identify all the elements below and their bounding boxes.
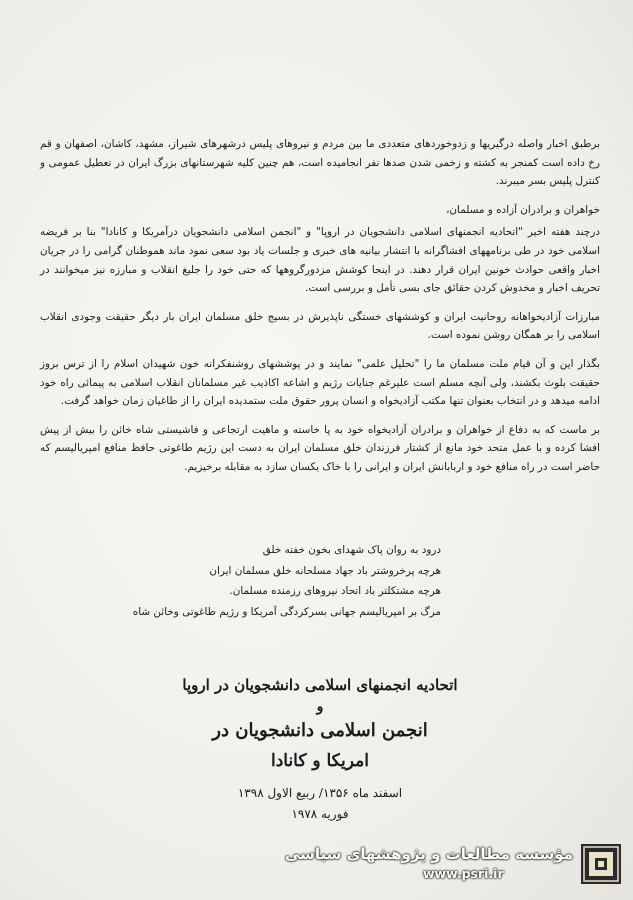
- paragraph-associations: درچند هفته اخیر "اتحادیه انجمنهای اسلامی دانشجویان در اروپا" و "انجمن اسلامی دانشجویان درآمریکا و کانادا" بنا بر فریضه اسلامی خود در طی برنامههای افشاگرانه با انتشار بیانیه های خبری و جلسات یاد بود سعی نمود ماند هموطنان گرامی را در جریان اخبار واقعی حوادث خونین ایران قرار دهند. در اینجا کوشش مزدورگروهها که حتی خود را جلیغ انقلاب و مبارزه نیز میخوانند در تحریف اخبار و مخدوش کردن حقائق جای بسی تأمل و بررسی است.: [40, 226, 600, 295]
- letter-body: [40, 135, 600, 487]
- signatory-conjunction: و: [316, 699, 324, 715]
- paragraph-salutation: خواهران و برادران آزاده و مسلمان،: [446, 203, 600, 216]
- date-persian: اسفند ماه ۱۳۵۶/ ربیع الاول ۱۳۹۸: [237, 786, 403, 800]
- signatory-america-line1: انجمن اسلامی دانشجویان در: [212, 720, 428, 741]
- slogan-line: هرچه مشتکلتر باد اتحاد نیروهای رزمنده مسلمان.: [229, 585, 441, 597]
- slogan-line: هرچه پرخروشتر باد جهاد مسلحانه خلق مسلمان ایران: [209, 564, 441, 577]
- watermark-name: مؤسسه مطالعات و پژوهشهای سیاسی: [284, 845, 573, 863]
- watermark-url: www.psri.ir: [423, 866, 504, 881]
- slogan-line: درود به روان پاک شهدای بخون خفته خلق: [262, 544, 441, 556]
- slogan-line: مرگ بر امپریالیسم جهانی بسرکردگی آمریکا و رژیم طاغوتی وخائن شاه: [132, 605, 441, 618]
- paragraph-analysis: بگذار این و آن قیام ملت مسلمان ما را "تحلیل علمی" نمایند و در پوششهای روشنفکرانه خون شهیدان اسلام را از ترس بروز حقیقت بلوث بکشند، ولی آنچه مسلم است علیرغم جنایات رژیم و اشاعه اکاذیب غیر مسلمانان انقلاب اسلامی به پیمائی راه خود ادامه میدهد و در انتخاب بعنوان تنها مکتب آزادیخواه و انسان پرور حقوق ملت ستمدیده ایران را از طاغیان زمان خواهد گرفت.: [40, 357, 600, 408]
- watermark: [273, 843, 573, 883]
- signatory-america-line2: امریکا و کانادا: [270, 751, 370, 771]
- paragraph-clergy: مبارزات آزادیخواهانه روحانیت ایران و کوششهای خستگی ناپذیرش در بسیج خلق مسلمان ایران بار دیگر حقیقت وجودی انقلاب اسلامی را بر همگان روشن نموده است.: [40, 310, 600, 342]
- paragraph-news: برطبق اخبار واصله درگیریها و زدوخوردهای متعددی ما بین مردم و نیروهای پلیس درشهرهای شیراز، مشهد، کاشان، اصفهان و قم رخ داده است کمنجر به کشته و زخمی شدن صدها نفر انجامیده است، هم چنین کلیه شهرستانهای بزرگ ایران در تعطیل عمومی و کنترل پلیس بسر میبرند.: [40, 138, 600, 188]
- closing-slogans: [41, 540, 441, 622]
- psri-knot-logo-icon: [581, 844, 621, 884]
- signature-block: [150, 672, 490, 824]
- date-gregorian: فوریه ۱۹۷۸: [291, 807, 349, 821]
- signatory-europe: اتحادیه انجمنهای اسلامی دانشجویان در اروپا: [182, 676, 458, 694]
- paragraph-duty: بر ماست که به دفاع از خواهران و برادران آزادیخواه خود به پا خاسته و ماهیت ارتجاعی و فاشیستی شاه خائن را بیش از پیش افشا کرده و با عمل متحد خود مانع از کشتار فرزندان خلق مسلمان ایران به دست این رژیم طاغوتی حافظ منافع امپریالیسم که حاضر است در راه منافع خود و اربابانش ایران و ایرانی را با خاک یکسان سازد به مقابله برخیزیم.: [40, 423, 600, 473]
